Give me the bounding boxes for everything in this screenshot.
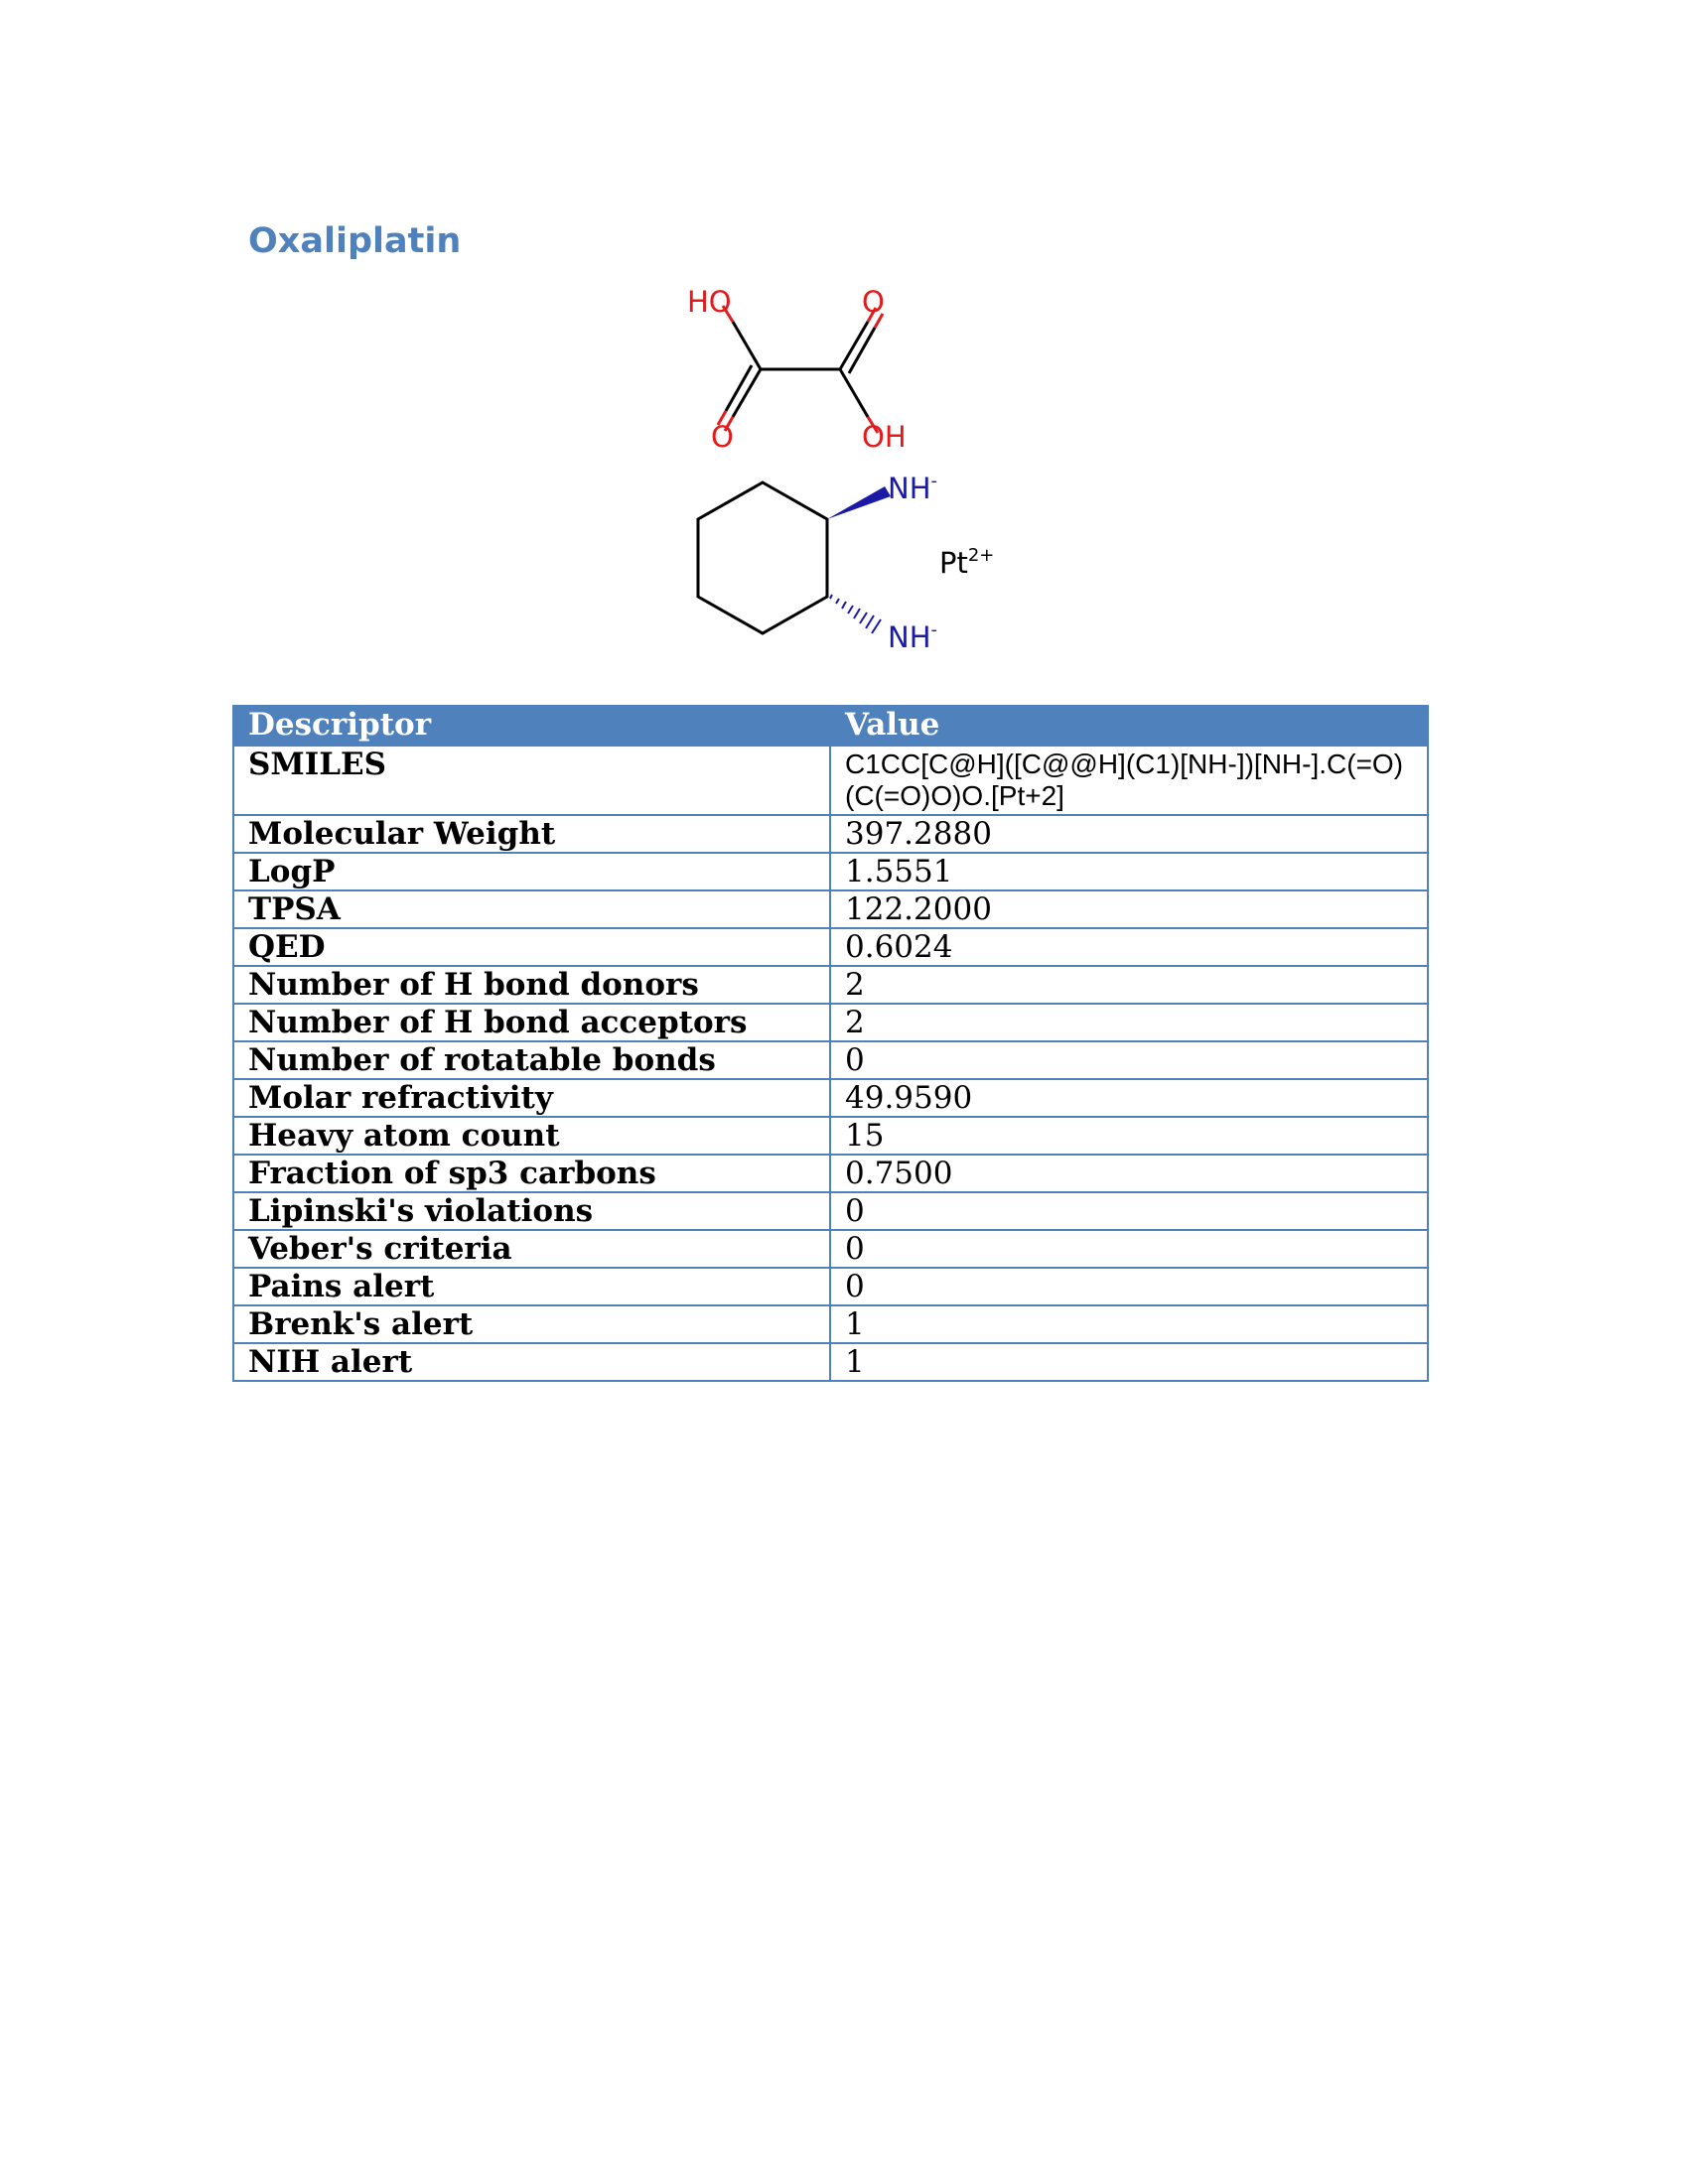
table-row: [233, 1192, 1428, 1230]
table-row: [233, 815, 1428, 853]
descriptor-table-header: [233, 706, 1428, 746]
row-label: Veber's criteria: [233, 1230, 830, 1268]
atom-ho: HO: [687, 285, 732, 319]
descriptor-table-body: [233, 746, 1428, 1381]
oxalic-acid-fragment: [726, 322, 875, 417]
atom-oh: OH: [862, 420, 907, 454]
table-row: [233, 1230, 1428, 1268]
atom-o-bottom: O: [711, 420, 734, 454]
row-value: 0: [830, 1268, 1428, 1305]
row-label: Number of rotatable bonds: [233, 1041, 830, 1079]
row-label: Molar refractivity: [233, 1079, 830, 1117]
table-row: [233, 1155, 1428, 1192]
table-row: [233, 1268, 1428, 1305]
row-value: 1.5551: [830, 853, 1428, 890]
atom-pt: $Pt^{2+}$: [939, 545, 995, 580]
atom-nh-top: NH-: [888, 471, 937, 505]
table-row: [233, 1117, 1428, 1155]
row-value: 397.2880: [830, 815, 1428, 853]
row-value: C1CC[C@H]([C@@H](C1)[NH-])[NH-].C(=O)(C(=O)O)O.[Pt+2]: [830, 746, 1428, 815]
atom-nh-bottom: NH-: [888, 619, 937, 654]
atom-o-top: O: [862, 285, 885, 319]
row-label: Lipinski's violations: [233, 1192, 830, 1230]
row-label: TPSA: [233, 890, 830, 928]
row-value: 0: [830, 1230, 1428, 1268]
table-row: [233, 853, 1428, 890]
table-row: [233, 966, 1428, 1004]
row-label: Heavy atom count: [233, 1117, 830, 1155]
row-label: QED: [233, 928, 830, 966]
row-value: 1: [830, 1343, 1428, 1381]
bond-c-oh: [733, 322, 761, 369]
bond-c-oh-2: [840, 369, 868, 417]
row-label: Pains alert: [233, 1268, 830, 1305]
row-value: 2: [830, 966, 1428, 1004]
row-label: Molecular Weight: [233, 815, 830, 853]
row-label: Number of H bond acceptors: [233, 1004, 830, 1041]
row-value: 0: [830, 1041, 1428, 1079]
page-title: Oxaliplatin: [248, 221, 462, 261]
descriptor-table: [232, 705, 1429, 1382]
header-descriptor: Descriptor: [233, 706, 830, 746]
row-value: 2: [830, 1004, 1428, 1041]
row-value: 1: [830, 1305, 1428, 1343]
row-label: Brenk's alert: [233, 1305, 830, 1343]
table-row: [233, 928, 1428, 966]
row-value: 0.7500: [830, 1155, 1428, 1192]
table-row: [233, 1343, 1428, 1381]
table-row: [233, 1004, 1428, 1041]
row-value: 15: [830, 1117, 1428, 1155]
molecule-structure: [675, 276, 1013, 663]
cyclohexane-ring: [698, 482, 827, 633]
row-label: LogP: [233, 853, 830, 890]
row-value: 0: [830, 1192, 1428, 1230]
row-value: 49.9590: [830, 1079, 1428, 1117]
table-row: [233, 890, 1428, 928]
row-label: Number of H bond donors: [233, 966, 830, 1004]
table-row: [233, 1041, 1428, 1079]
row-label: Fraction of sp3 carbons: [233, 1155, 830, 1192]
header-value: Value: [830, 706, 1428, 746]
row-label: SMILES: [233, 746, 830, 815]
row-label: NIH alert: [233, 1343, 830, 1381]
row-value: 0.6024: [830, 928, 1428, 966]
header-row: [233, 706, 1428, 746]
table-row: [233, 1079, 1428, 1117]
wedge-bond: [827, 486, 891, 519]
table-row-smiles: [233, 746, 1428, 815]
row-value: 122.2000: [830, 890, 1428, 928]
hash-bond: [830, 595, 881, 633]
table-row: [233, 1305, 1428, 1343]
